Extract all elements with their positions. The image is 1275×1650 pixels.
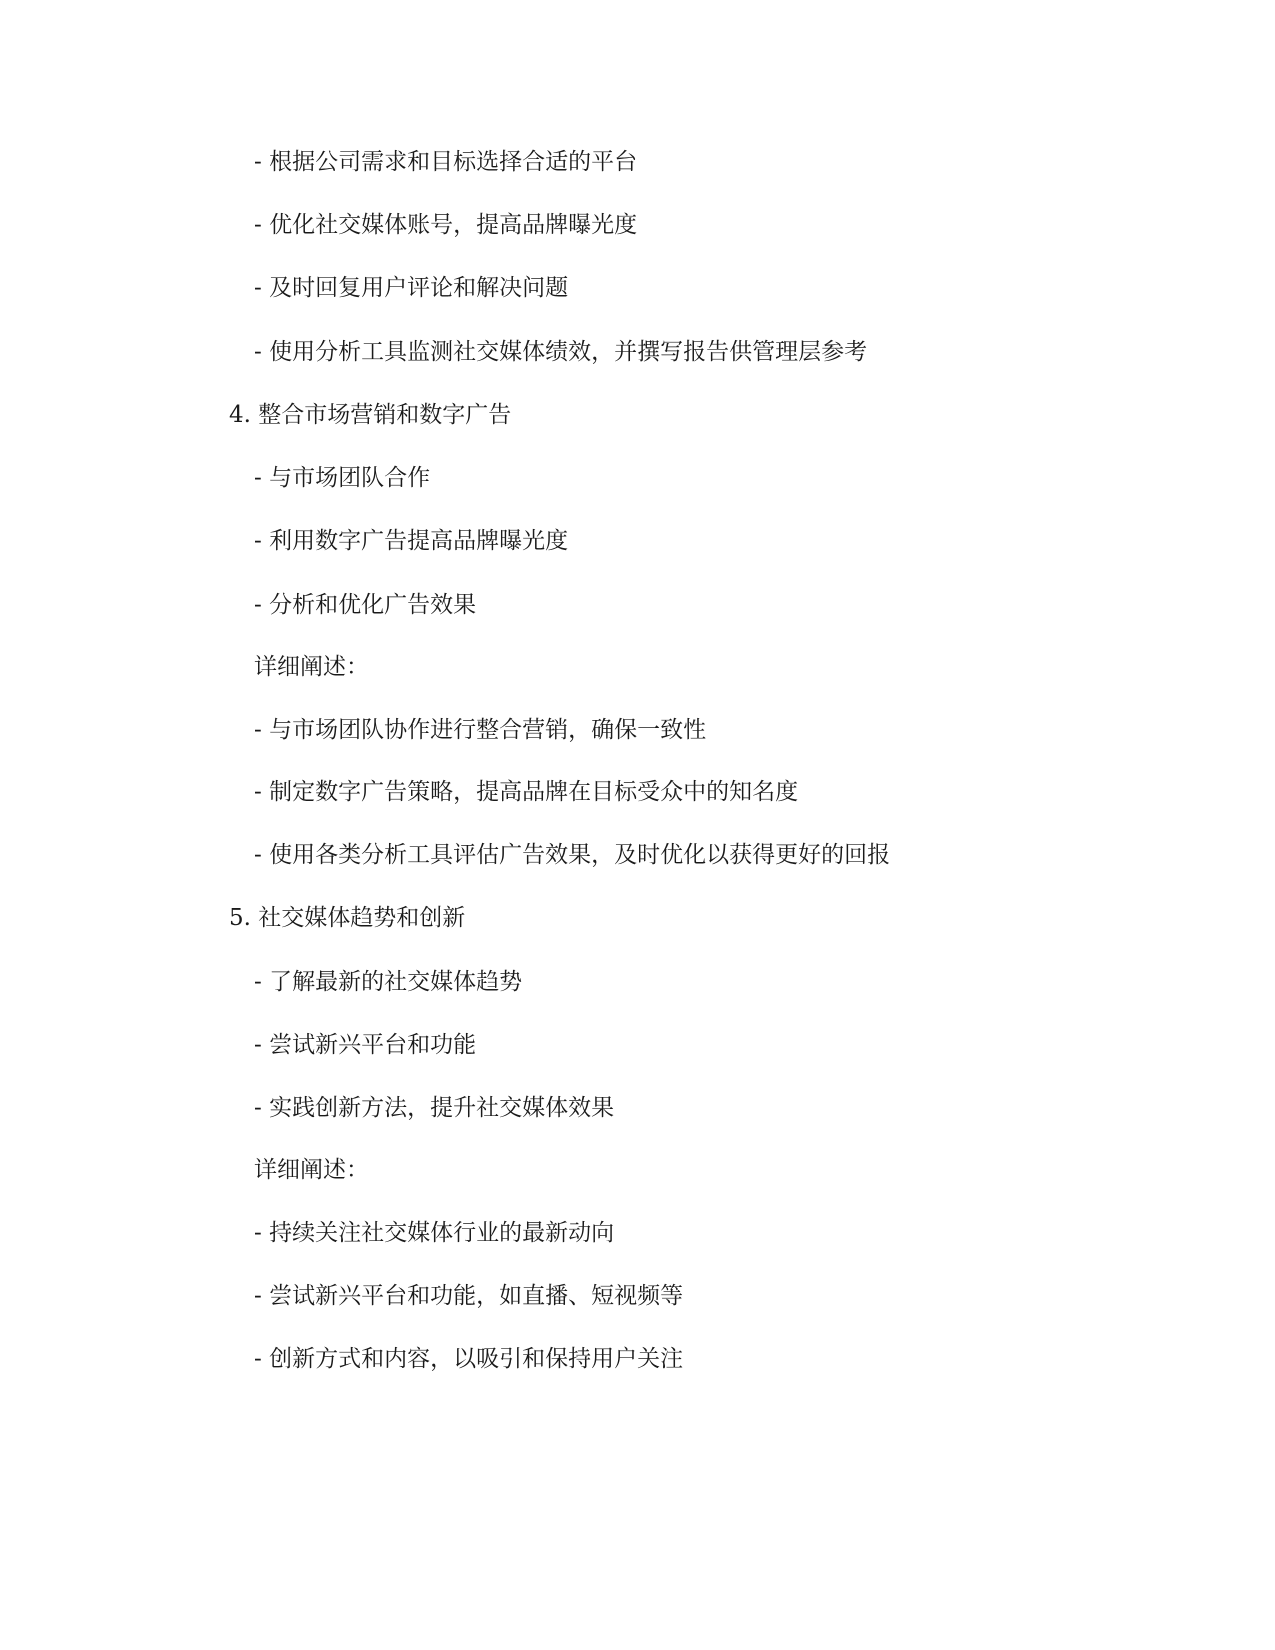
bullet-item: - 制定数字广告策略，提高品牌在目标受众中的知名度 xyxy=(254,779,799,805)
bullet-item: - 根据公司需求和目标选择合适的平台 xyxy=(254,149,638,175)
bullet-item: - 利用数字广告提高品牌曝光度 xyxy=(254,528,569,554)
bullet-item: - 与市场团队合作 xyxy=(254,465,431,491)
detail-label: 详细阐述： xyxy=(254,1157,369,1183)
bullet-item: - 创新方式和内容，以吸引和保持用户关注 xyxy=(254,1346,684,1372)
bullet-item: - 实践创新方法，提升社交媒体效果 xyxy=(254,1095,615,1121)
bullet-item: - 分析和优化广告效果 xyxy=(254,592,477,618)
detail-label: 详细阐述： xyxy=(254,654,369,680)
bullet-item: - 优化社交媒体账号，提高品牌曝光度 xyxy=(254,212,638,238)
section-heading: 4. 整合市场营销和数字广告 xyxy=(229,402,512,428)
section-heading: 5. 社交媒体趋势和创新 xyxy=(229,905,466,931)
bullet-item: - 及时回复用户评论和解决问题 xyxy=(254,275,569,301)
bullet-item: - 了解最新的社交媒体趋势 xyxy=(254,969,523,995)
bullet-item: - 与市场团队协作进行整合营销，确保一致性 xyxy=(254,717,707,743)
bullet-item: - 尝试新兴平台和功能，如直播、短视频等 xyxy=(254,1283,684,1309)
bullet-item: - 持续关注社交媒体行业的最新动向 xyxy=(254,1220,615,1246)
bullet-item: - 使用各类分析工具评估广告效果，及时优化以获得更好的回报 xyxy=(254,842,891,868)
bullet-item: - 尝试新兴平台和功能 xyxy=(254,1032,477,1058)
bullet-item: - 使用分析工具监测社交媒体绩效，并撰写报告供管理层参考 xyxy=(254,339,868,365)
